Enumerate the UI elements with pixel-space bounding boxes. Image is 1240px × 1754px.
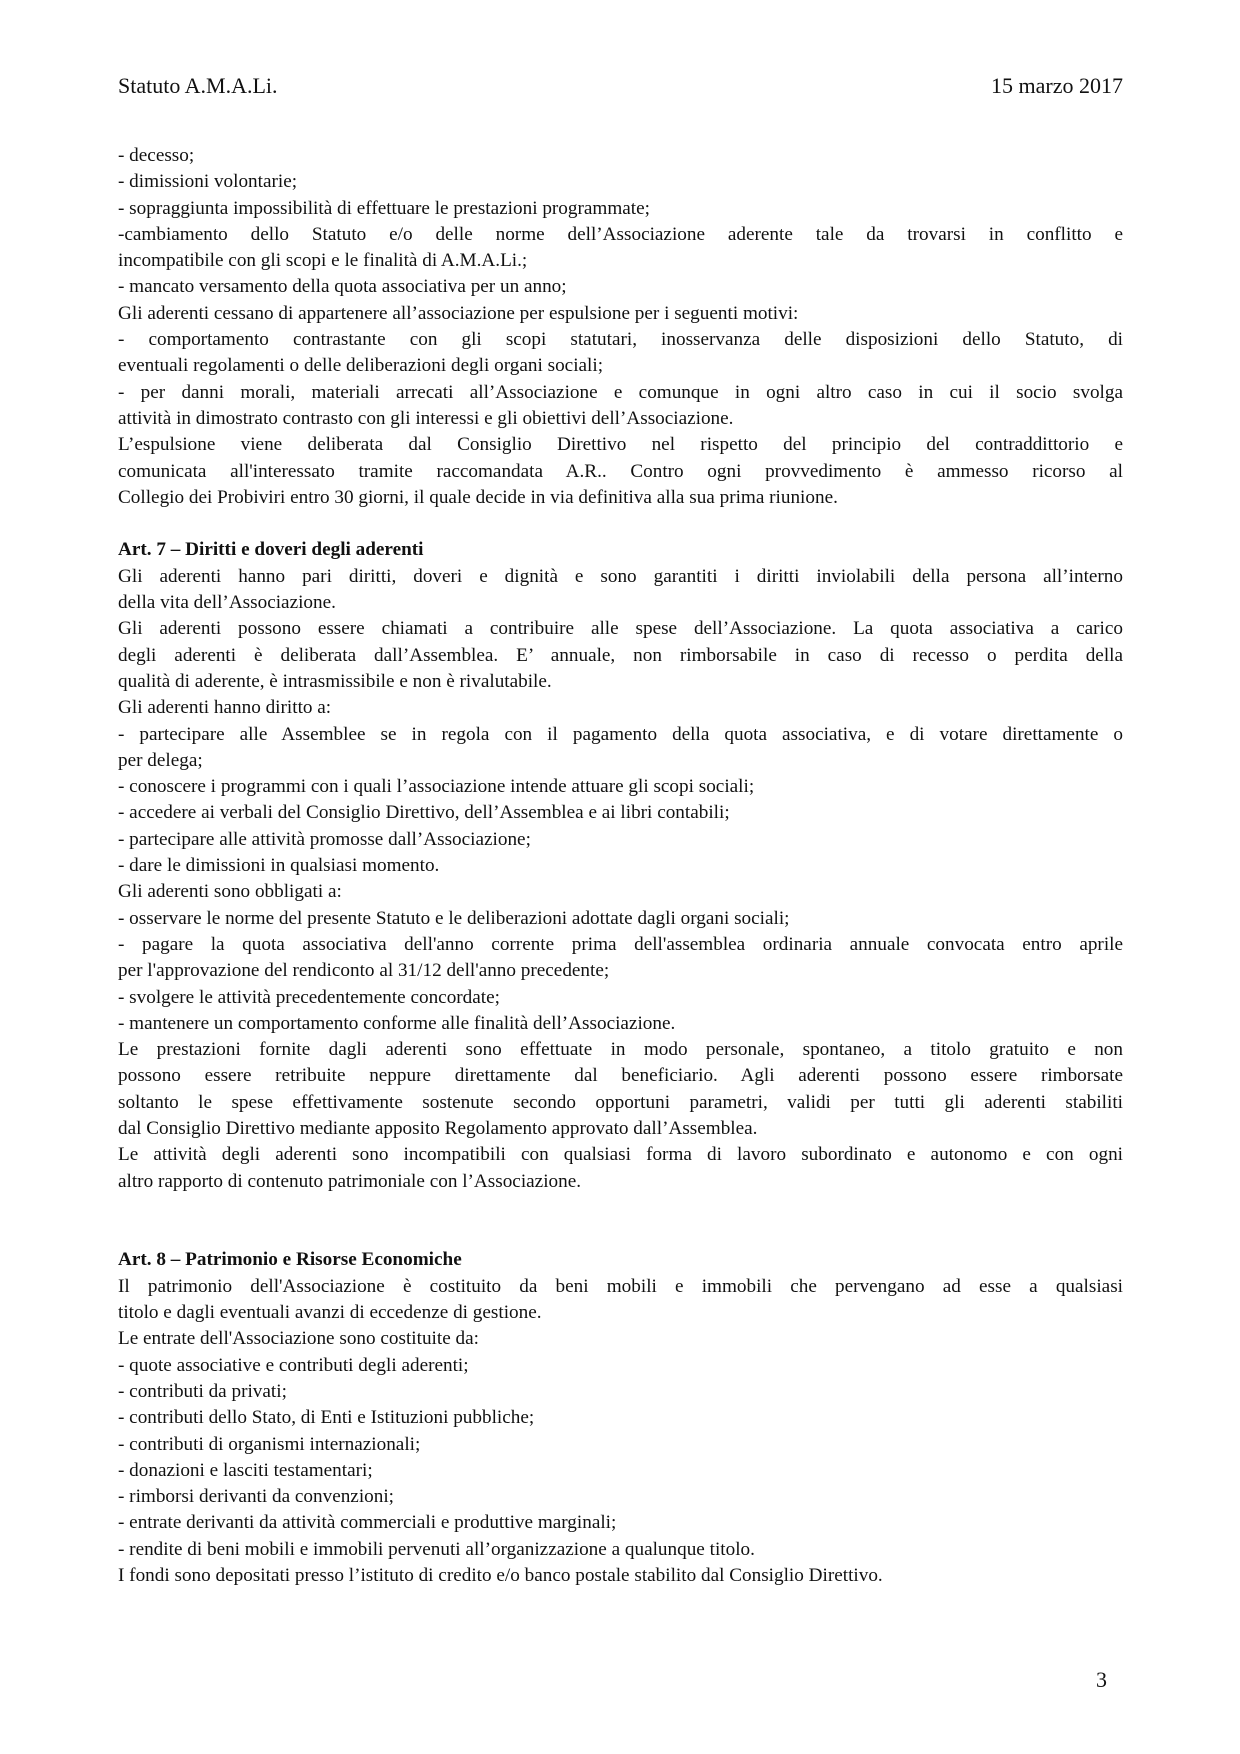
text-line: altro rapporto di contenuto patrimoniale con l’Associazione. [118,1170,582,1192]
text-line: - comportamento contrastante con gli scopi statutari, inosservanza delle disposizioni dello Statuto, di [118,329,1123,351]
paragraph-gap [118,1195,1123,1248]
section-heading: Art. 7 – Diritti e doveri degli aderenti [118,539,424,561]
text-line: - mantenere un comportamento conforme alle finalità dell’Associazione. [118,1012,676,1034]
text-line: per delega; [118,749,203,771]
text-line: comunicata all'interessato tramite raccomandata A.R.. Contro ogni provvedimento è ammesso ricorso al [118,460,1123,482]
text-line: Le attività degli aderenti sono incompatibili con qualsiasi forma di lavoro subordinato e autonomo e con ogni [118,1144,1123,1166]
text-line: Collegio dei Probiviri entro 30 giorni, il quale decide in via definitiva alla sua prima riunione. [118,486,838,508]
text-line: titolo e dagli eventuali avanzi di eccedenze di gestione. [118,1302,542,1324]
section-heading: Art. 8 – Patrimonio e Risorse Economiche [118,1249,462,1271]
text-line: - conoscere i programmi con i quali l’associazione intende attuare gli scopi sociali; [118,776,755,798]
text-line: attività in dimostrato contrasto con gli interessi e gli obiettivi dell’Associazione. [118,407,734,429]
text-line: - accedere ai verbali del Consiglio Direttivo, dell’Assemblea e ai libri contabili; [118,802,730,824]
text-line: eventuali regolamenti o delle deliberazioni degli organi sociali; [118,355,604,377]
text-line: della vita dell’Associazione. [118,592,336,614]
text-line: dal Consiglio Direttivo mediante apposito Regolamento approvato dall’Assemblea. [118,1117,758,1139]
text-line: Le prestazioni fornite dagli aderenti sono effettuate in modo personale, spontaneo, a titolo gratuito e non [118,1039,1123,1061]
header-title: Statuto A.M.A.Li. [118,73,278,98]
text-line: I fondi sono depositati presso l’istituto di credito e/o banco postale stabilito dal Consiglio Direttivo. [118,1565,883,1587]
text-line: Gli aderenti possono essere chiamati a contribuire alle spese dell’Associazione. La quota associativa a carico [118,618,1123,640]
text-line: - donazioni e lasciti testamentari; [118,1459,373,1481]
text-line: - entrate derivanti da attività commerciali e produttive marginali; [118,1512,617,1534]
text-line: - rimborsi derivanti da convenzioni; [118,1486,395,1508]
text-line: -cambiamento dello Statuto e/o delle norme dell’Associazione aderente tale da trovarsi in conflitto e [118,223,1123,245]
paragraph-gap [118,511,1123,537]
text-line: - per danni morali, materiali arrecati all’Associazione e comunque in ogni altro caso in cui il socio svolga [118,381,1123,403]
page-header [118,73,1123,99]
text-line: per l'approvazione del rendiconto al 31/12 dell'anno precedente; [118,960,610,982]
text-line: - dare le dimissioni in qualsiasi momento. [118,855,440,877]
text-line: - contributi da privati; [118,1380,287,1402]
text-line: degli aderenti è deliberata dall’Assemblea. E’ annuale, non rimborsabile in caso di recesso o perdita della [118,644,1123,666]
text-line: - contributi dello Stato, di Enti e Istituzioni pubbliche; [118,1407,535,1429]
text-line: - sopraggiunta impossibilità di effettuare le prestazioni programmate; [118,197,650,219]
text-line: - osservare le norme del presente Statuto e le deliberazioni adottate dagli organi sociali; [118,907,790,929]
text-line: - dimissioni volontarie; [118,171,298,193]
text-line: - rendite di beni mobili e immobili pervenuti all’organizzazione a qualunque titolo. [118,1538,755,1560]
text-line: Gli aderenti hanno pari diritti, doveri e dignità e sono garantiti i diritti inviolabili della persona all’interno [118,565,1123,587]
text-line: L’espulsione viene deliberata dal Consiglio Direttivo nel rispetto del principio del contraddittorio e [118,434,1123,456]
text-line: Il patrimonio dell'Associazione è costituito da beni mobili e immobili che pervengano ad esse a qualsiasi [118,1275,1123,1297]
text-line: - contributi di organismi internazionali; [118,1433,421,1455]
text-line: incompatibile con gli scopi e le finalità di A.M.A.Li.; [118,250,528,272]
text-line: Gli aderenti sono obbligati a: [118,881,342,903]
text-line: Gli aderenti cessano di appartenere all’associazione per espulsione per i seguenti motivi: [118,302,799,324]
text-line: - pagare la quota associativa dell'anno corrente prima dell'assemblea ordinaria annuale convocata entro aprile [118,933,1123,955]
document-body [118,143,1123,1589]
text-line: qualità di aderente, è intrasmissibile e non è rivalutabile. [118,670,552,692]
text-line: possono essere retribuite neppure direttamente dal beneficiario. Agli aderenti possono essere rimborsate [118,1065,1123,1087]
text-line: - decesso; [118,145,195,166]
text-line: - svolgere le attività precedentemente concordate; [118,986,500,1008]
text-line: - partecipare alle attività promosse dall’Associazione; [118,828,531,850]
header-date: 15 marzo 2017 [991,73,1123,98]
text-line: Le entrate dell'Associazione sono costituite da: [118,1328,479,1350]
text-line: - quote associative e contributi degli aderenti; [118,1354,469,1376]
page-number: 3 [1096,1667,1107,1692]
text-line: soltanto le spese effettivamente sostenute secondo opportuni parametri, validi per tutti gli aderenti stabiliti [118,1091,1123,1113]
text-line: - mancato versamento della quota associativa per un anno; [118,276,567,298]
text-line: - partecipare alle Assemblee se in regola con il pagamento della quota associativa, e di votare direttamente o [118,723,1123,745]
text-line: Gli aderenti hanno diritto a: [118,697,332,719]
